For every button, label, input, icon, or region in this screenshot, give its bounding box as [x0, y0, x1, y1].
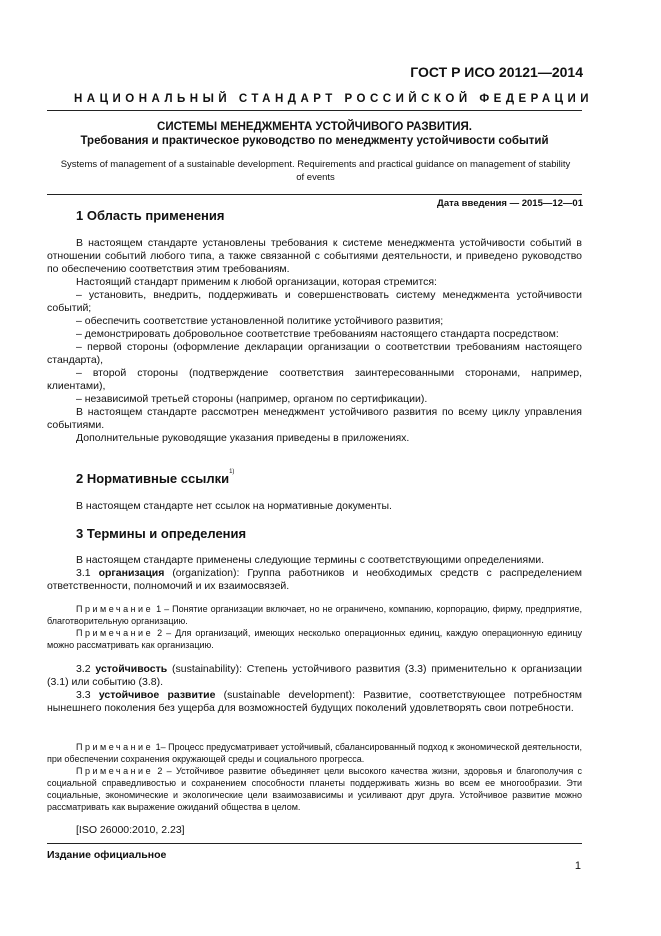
section-2-heading — [76, 471, 234, 486]
s1-paragraph-2: Настоящий стандарт применим к любой организации, которая стремится: — [76, 276, 437, 288]
intro-date: Дата введения — 2015—12—01 — [437, 198, 583, 209]
note-label: Примечание — [76, 628, 154, 638]
title-en: Systems of management of a sustainable development. Requirements and practical guidance on management of stability of events — [60, 159, 571, 183]
term-3-2-definition: (sustainability): Степень устойчивого развития (3.3) применительно к организации (3.1) или событию (3.8). — [47, 663, 583, 688]
note-text: Устойчивое развитие объединяет цели высокого качества жизни, здоровья и благополучия с социальной справедливостью и сохранением способности планеты поддерживать жизнь во всем ее многообразии. Эти социальные, экономические и экологические цели взаимозависимы и усиливают друг друга. Устойчивое развитие можно рассматривать как выражение ожиданий общества в целом. — [47, 766, 582, 812]
title-ru-line2: Требования и практическое руководство по менеджменту устойчивости событий — [80, 135, 549, 147]
section-1-body — [47, 237, 582, 445]
s1-bullet-2: – обеспечить соответствие установленной политике устойчивого развития; — [76, 315, 444, 327]
term-3-1 — [47, 567, 582, 593]
notes-3-3 — [47, 741, 582, 813]
standard-number: ГОСТ Р ИСО 20121—2014 — [410, 64, 583, 80]
section-1-heading: 1 Область применения — [76, 208, 225, 223]
top-divider — [47, 110, 582, 111]
section-3-body-a — [47, 554, 582, 593]
term-3-3-number: 3.3 — [76, 689, 91, 701]
note-text: Процесс предусматривает устойчивый, сбалансированный подход к экономической деятельности, при обеспечении сохранения окружающей среды и социального прогресса. — [47, 742, 582, 764]
note-number: 2 – — [157, 766, 172, 776]
note-3-1-1 — [47, 603, 582, 627]
section-2-title: 2 Нормативные ссылки — [76, 471, 230, 486]
term-3-2-term: устойчивость — [95, 663, 168, 675]
s3-paragraph-1: В настоящем стандарте применены следующие термины с соответствующими определениями. — [76, 554, 545, 566]
s1-bullet-3a: – первой стороны (оформление декларации организации о соответствии требованиям настоящего стандарта), — [47, 341, 582, 366]
footnote-mark: 1) — [229, 469, 235, 475]
reference — [47, 824, 582, 837]
term-3-1-term: организация — [98, 567, 165, 579]
s1-paragraph-3: В настоящем стандарте рассмотрен менеджмент устойчивого развития по всему циклу управления событиями. — [47, 406, 582, 431]
note-text: Понятие организации включает, но не ограничено, компанию, корпорацию, фирму, предприятие, благотворительную организацию. — [47, 604, 582, 626]
note-3-3-1 — [47, 741, 582, 765]
s1-bullet-3: – демонстрировать добровольное соответствие требованиям настоящего стандарта посредством: — [76, 328, 559, 340]
s1-paragraph-1: В настоящем стандарте установлены требования к системе менеджмента устойчивости событий в отношении событий любого типа, а также связанной с событиями деятельности, и приведено руководство по обеспечению соответствия этим требованиям. — [47, 237, 582, 275]
section-3-body-b — [47, 663, 582, 715]
section-2-body — [47, 500, 582, 513]
s1-paragraph-4: Дополнительные руководящие указания приведены в приложениях. — [76, 432, 410, 444]
note-3-3-2 — [47, 765, 582, 813]
note-label: Примечание — [76, 604, 154, 614]
note-number: 1 – — [156, 604, 170, 614]
title-ru-line1: СИСТЕМЫ МЕНЕДЖМЕНТА УСТОЙЧИВОГО РАЗВИТИЯ. — [157, 121, 472, 133]
term-3-1-number: 3.1 — [76, 567, 91, 579]
s1-bullet-3c: – независимой третьей стороны (например, органом по сертификации). — [76, 393, 428, 405]
term-3-1-definition: (organization): Группа работников и необходимых средств с распределением ответственности, полномочий и их взаимосвязей. — [47, 567, 583, 592]
note-label: Примечание — [76, 742, 154, 752]
note-number: 1– — [155, 742, 166, 752]
s2-paragraph-1: В настоящем стандарте нет ссылок на нормативные документы. — [76, 500, 392, 512]
official-edition: Издание официальное — [47, 849, 167, 861]
footer-divider — [47, 843, 582, 844]
note-number: 2 – — [157, 628, 172, 638]
s1-bullet-1: – установить, внедрить, поддерживать и совершенствовать систему менеджмента устойчивости событий; — [47, 289, 582, 314]
s1-bullet-3b: – второй стороны (подтверждение соответствия заинтересованными сторонами, например, клиентами), — [47, 367, 582, 392]
notes-3-1 — [47, 603, 582, 651]
term-3-2 — [47, 663, 582, 689]
document-title — [47, 120, 582, 148]
term-3-3 — [47, 689, 582, 715]
term-3-3-term: устойчивое развитие — [98, 689, 216, 701]
title-divider — [47, 194, 582, 195]
note-text: Для организаций, имеющих несколько операционных единиц, каждую операционную единицу можно рассматривать как организацию. — [47, 628, 582, 650]
iso-reference: [ISO 26000:2010, 2.23] — [76, 824, 185, 836]
note-3-1-2 — [47, 627, 582, 651]
page-number: 1 — [574, 860, 581, 872]
national-standard-banner: НАЦИОНАЛЬНЫЙ СТАНДАРТ РОССИЙСКОЙ ФЕДЕРАЦИИ — [74, 93, 594, 105]
section-3-heading: 3 Термины и определения — [76, 526, 247, 541]
note-label: Примечание — [76, 766, 154, 776]
term-3-2-number: 3.2 — [76, 663, 91, 675]
term-3-3-definition: (sustainable development): Развитие, соответствующее потребностям нынешнего поколения без ущерба для возможностей будущих поколений удовлетворять свои потребности. — [47, 689, 582, 714]
